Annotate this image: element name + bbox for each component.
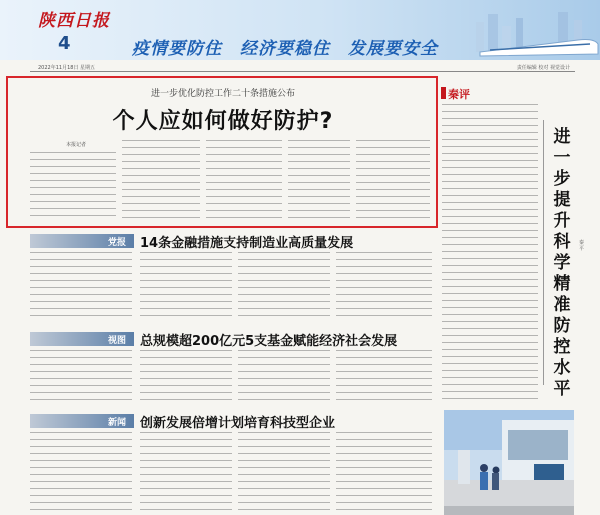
section-body: [238, 432, 330, 510]
commentary-title: 进一步提升科学精准防控水平: [553, 127, 571, 399]
page-editors: 责任编辑 校对 视觉设计: [516, 65, 570, 71]
section-tag-bar: [30, 414, 134, 428]
lead-kicker: 进一步优化防控工作二十条措施公布: [150, 89, 295, 99]
commentary-divider: [543, 120, 544, 385]
section-tag-bar: [30, 234, 134, 248]
commentary-author: 秦平: [579, 240, 585, 252]
lead-byline: 本报记者: [66, 142, 87, 148]
commentary-body: [442, 104, 538, 404]
section-body: [30, 252, 132, 322]
section-body: [140, 432, 232, 510]
section-body: [140, 350, 232, 404]
section-body: [336, 252, 432, 322]
section-tag: 党报: [107, 238, 126, 248]
section-body: [336, 432, 432, 510]
page-number: 4: [58, 33, 71, 54]
skyline-train-graphic: [470, 8, 600, 60]
masthead: [0, 0, 600, 60]
section-body: [238, 252, 330, 322]
section-body: [238, 350, 330, 404]
header-rule: [30, 71, 575, 72]
section-tag-bar: [30, 332, 134, 346]
commentary-badge: 秦评: [448, 88, 470, 101]
dateline: 2022年11月18日 星期五: [38, 65, 96, 71]
section-body: [30, 350, 132, 404]
section-headline: 14条金融措施支持制造业高质量发展: [140, 236, 354, 251]
section-body: [336, 350, 432, 404]
section-tag: 新闻: [107, 418, 126, 428]
section-body: [140, 252, 232, 322]
section-tag: 视图: [107, 336, 126, 346]
section-body: [30, 432, 132, 510]
section-headline: 创新发展倍增计划培育科技型企业: [140, 416, 336, 431]
commentary-marker: [441, 87, 446, 99]
section-headline: 总规模超200亿元5支基金赋能经济社会发展: [140, 334, 398, 349]
masthead-slogan: 疫情要防住 经济要稳住 发展要安全: [132, 39, 438, 59]
lead-headline: 个人应如何做好防护?: [112, 109, 334, 134]
newspaper-logo: 陕西日报: [38, 11, 110, 31]
news-photo: [444, 410, 574, 515]
highlight-box: [6, 76, 438, 228]
